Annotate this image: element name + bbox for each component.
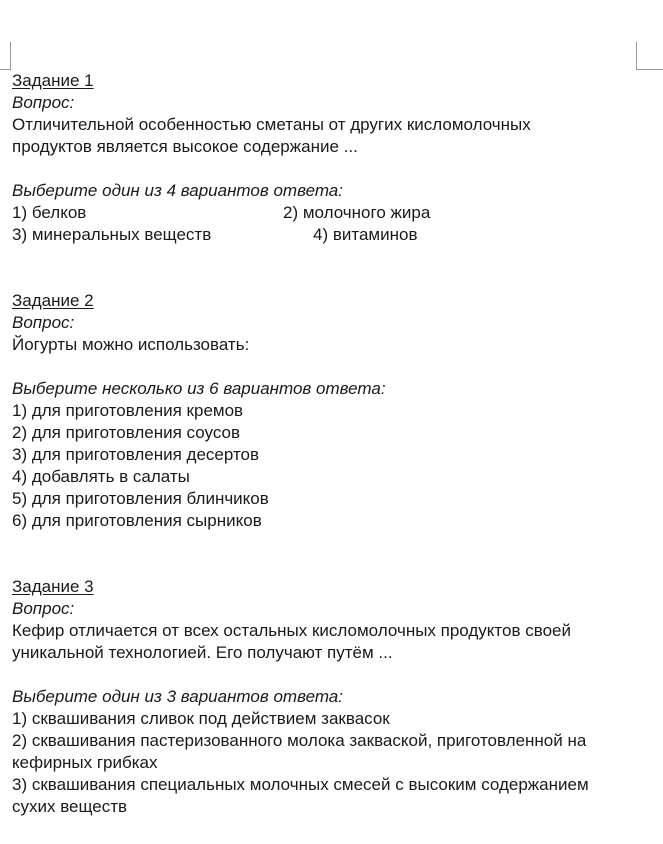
task-title: Задание 2 [12,291,94,310]
task-title: Задание 1 [12,71,94,90]
answer-option: 4) добавлять в салаты [12,467,190,486]
page-margin-corner-left [10,42,11,70]
answer-option: 4) витаминов [313,225,418,244]
question-text-line: уникальной технологией. Его получают путём ... [12,643,393,662]
task-title: Задание 3 [12,577,94,596]
task-2 [12,290,652,532]
answer-option: 3) для приготовления десертов [12,445,260,464]
question-label: Вопрос: [12,93,75,112]
answer-option: 1) сквашивания сливок под действием заквасок [12,709,390,728]
answer-option: 1) белков [12,203,87,222]
question-label: Вопрос: [12,313,75,332]
page-margin-corner-right [636,42,637,70]
question-text-line: Отличительной особенностью сметаны от других кисломолочных [12,115,531,134]
question-text-line: Кефир отличается от всех остальных кисломолочных продуктов своей [12,621,571,640]
question-label: Вопрос: [12,599,75,618]
answer-option: 1) для приготовления кремов [12,401,244,420]
answer-option: 3) минеральных веществ [12,225,212,244]
options-row [12,202,652,224]
answer-option: сухих веществ [12,797,128,816]
answer-option: кефирных грибках [12,753,158,772]
spacer [12,158,652,180]
question-text-line: Йогурты можно использовать: [12,335,250,354]
answer-option: 3) сквашивания специальных молочных смесей с высоким содержанием [12,775,589,794]
answer-option: 2) сквашивания пастеризованного молока закваской, приготовленной на [12,731,587,750]
question-text-line: продуктов является высокое содержание ... [12,137,358,156]
task-1 [12,70,652,246]
spacer [12,356,652,378]
options-row [12,224,652,246]
choose-label: Выберите один из 4 вариантов ответа: [12,181,343,200]
choose-label: Выберите несколько из 6 вариантов ответа: [12,379,386,398]
choose-label: Выберите один из 3 вариантов ответа: [12,687,343,706]
answer-option: 2) молочного жира [283,203,431,222]
task-3 [12,576,652,818]
answer-option: 6) для приготовления сырников [12,511,262,530]
spacer [12,664,652,686]
answer-option: 5) для приготовления блинчиков [12,489,269,508]
answer-option: 2) для приготовления соусов [12,423,240,442]
